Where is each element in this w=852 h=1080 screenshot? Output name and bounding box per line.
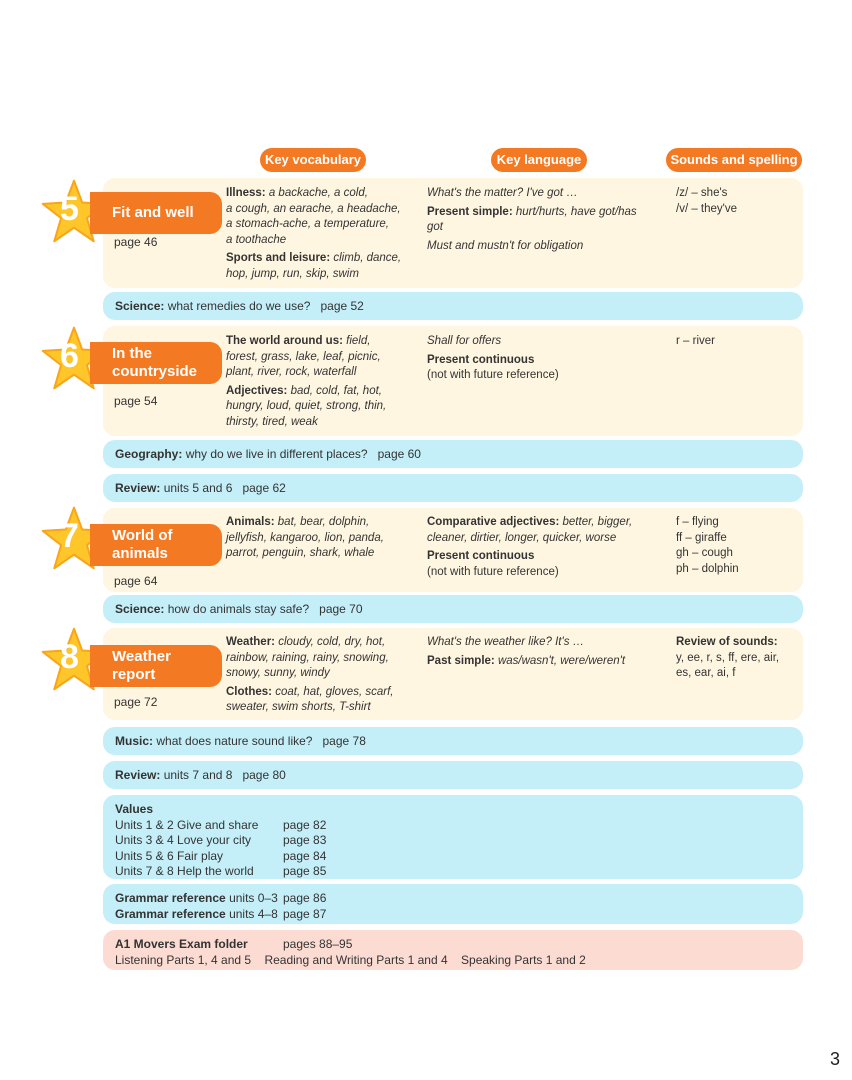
- grammar-label: Grammar reference: [115, 906, 226, 921]
- values-row[interactable]: [115, 849, 791, 865]
- vocab-label: Sports and leisure:: [226, 252, 331, 264]
- vocab-text: a stomach-ache, a temperature,: [226, 218, 389, 230]
- bar-label: Science:: [115, 299, 165, 313]
- unit-8-number: 8: [60, 638, 79, 676]
- language-label: Present continuous: [427, 353, 535, 366]
- unit-7-number: 7: [60, 517, 79, 555]
- unit-5-sounds: [676, 186, 796, 217]
- sounds-label: Review of sounds:: [676, 636, 778, 648]
- language-text: hurt/hurts, have got/has: [515, 205, 637, 218]
- bar-page: page 52: [320, 299, 364, 313]
- unit-8-language: [427, 635, 667, 672]
- exam-title: A1 Movers Exam folder: [115, 937, 248, 951]
- language-text: was/wasn't, were/weren't: [497, 654, 626, 667]
- language-text: What's the weather like? It's …: [427, 636, 585, 648]
- vocab-text: thirsty, tired, weak: [226, 415, 318, 428]
- language-text: Must and mustn't for obligation: [427, 239, 584, 252]
- vocab-text: a toothache: [226, 233, 287, 246]
- unit-5-title: [90, 192, 222, 234]
- bar-page: page 70: [319, 602, 363, 616]
- bar-label: Geography:: [115, 447, 183, 461]
- grammar-units: units 4–8: [229, 906, 278, 921]
- vocab-text: a backache, a cold,: [268, 187, 368, 199]
- review-link-units-5-6[interactable]: [103, 474, 803, 502]
- unit-5-vocabulary: [226, 186, 416, 285]
- sound-item: es, ear, ai, f: [676, 667, 736, 679]
- sound-item: /z/ – she's: [676, 187, 728, 199]
- unit-7-sounds: [676, 515, 796, 577]
- values-units: Units 1 & 2 Give and share: [115, 817, 259, 832]
- language-label: Present continuous: [427, 550, 535, 562]
- unit-5-number: 5: [60, 190, 79, 228]
- vocab-text: rainbow, raining, rainy, snowing,: [226, 651, 389, 664]
- bar-label: Review:: [115, 481, 161, 495]
- sound-item: f – flying: [676, 516, 719, 528]
- bar-text: how do animals stay safe?: [167, 602, 310, 616]
- header-sounds-and-spelling: Sounds and spelling: [666, 148, 802, 172]
- language-text: better, bigger,: [562, 516, 633, 528]
- vocab-label: Clothes:: [226, 685, 272, 698]
- vocab-text: plant, river, rock, waterfall: [226, 366, 357, 378]
- unit-6-title-line-2: countryside: [112, 363, 198, 380]
- sound-item: y, ee, r, s, ff, ere, air,: [676, 651, 780, 664]
- language-label: Comparative adjectives:: [427, 516, 560, 528]
- unit-6-language: [427, 334, 657, 387]
- grammar-row[interactable]: [115, 907, 791, 923]
- vocab-label: The world around us:: [226, 335, 343, 347]
- sound-item: r – river: [676, 335, 715, 347]
- values-page: page 83: [283, 833, 327, 847]
- bar-text: why do we live in different places?: [185, 447, 368, 461]
- language-text: (not with future reference): [427, 565, 559, 578]
- header-key-vocabulary: Key vocabulary: [260, 148, 366, 172]
- unit-6-vocabulary: [226, 334, 421, 433]
- grammar-label: Grammar reference: [115, 891, 226, 905]
- vocab-label: Animals:: [226, 516, 275, 528]
- unit-5-language: [427, 186, 657, 257]
- values-row[interactable]: [115, 864, 791, 880]
- vocab-text: field,: [346, 335, 371, 347]
- unit-8-title-line-1: Weather: [112, 648, 171, 665]
- values-units: Units 3 & 4 Love your city: [115, 833, 252, 847]
- bar-text: units 5 and 6: [163, 481, 233, 495]
- bar-text: what does nature sound like?: [156, 734, 313, 748]
- sound-item: gh – cough: [676, 547, 733, 559]
- music-link-nature[interactable]: [103, 727, 803, 755]
- bar-label: Review:: [115, 768, 161, 782]
- unit-8-sounds: [676, 635, 801, 682]
- vocab-text: hungry, loud, quiet, strong, thin,: [226, 400, 387, 412]
- sound-item: ff – giraffe: [676, 531, 727, 544]
- vocab-text: parrot, penguin, shark, whale: [226, 547, 375, 559]
- bar-label: Science:: [115, 602, 165, 616]
- values-row[interactable]: [115, 818, 791, 834]
- grammar-reference-block: [103, 884, 803, 924]
- vocab-text: a cough, an earache, a headache,: [226, 202, 401, 215]
- review-link-units-7-8[interactable]: [103, 761, 803, 789]
- unit-6-page: page 54: [114, 394, 158, 408]
- vocab-text: forest, grass, lake, leaf, picnic,: [226, 350, 381, 363]
- language-text: Shall for offers: [427, 335, 502, 347]
- unit-7-title: [90, 524, 222, 566]
- values-row[interactable]: [115, 833, 791, 849]
- exam-part: Reading and Writing Parts 1 and 4: [264, 952, 448, 967]
- vocab-text: bat, bear, dolphin,: [277, 516, 370, 528]
- bar-label: Music:: [115, 734, 154, 748]
- values-page: page 82: [283, 817, 327, 832]
- vocab-text: hop, jump, run, skip, swim: [226, 267, 359, 280]
- values-units: Units 5 & 6 Fair play: [115, 848, 224, 863]
- unit-5-page: page 46: [114, 235, 158, 249]
- values-units: Units 7 & 8 Help the world: [115, 864, 254, 878]
- language-text: (not with future reference): [427, 369, 559, 381]
- unit-6-title: [90, 342, 222, 384]
- exam-part: Speaking Parts 1 and 2: [461, 952, 586, 967]
- vocab-text: jellyfish, kangaroo, lion, panda,: [226, 531, 384, 544]
- language-text: got: [427, 221, 443, 233]
- vocab-text: sweater, swim shorts, T-shirt: [226, 701, 371, 713]
- vocab-label: Weather:: [226, 636, 275, 648]
- vocab-text: climb, dance,: [333, 252, 402, 264]
- language-label: Past simple:: [427, 654, 495, 667]
- unit-7-page: page 64: [114, 574, 158, 588]
- unit-7-language: [427, 515, 667, 583]
- science-link-animals[interactable]: [103, 595, 803, 623]
- bar-page: page 80: [242, 768, 286, 782]
- unit-8-title-line-2: report: [112, 666, 156, 683]
- vocab-text: snowy, sunny, windy: [226, 667, 330, 679]
- unit-7-vocabulary: [226, 515, 421, 565]
- exam-part: Listening Parts 1, 4 and 5: [115, 952, 252, 967]
- bar-text: units 7 and 8: [163, 768, 233, 782]
- language-text: What's the matter? I've got …: [427, 187, 578, 199]
- vocab-text: bad, cold, fat, hot,: [290, 384, 382, 397]
- unit-8-vocabulary: [226, 635, 421, 719]
- vocab-label: Adjectives:: [226, 384, 288, 397]
- bar-page: page 78: [322, 734, 366, 748]
- unit-6-title-line-1: In the: [112, 345, 152, 362]
- language-label: Present simple:: [427, 205, 513, 218]
- sound-item: ph – dolphin: [676, 562, 739, 575]
- geography-link-places[interactable]: [103, 440, 803, 468]
- values-page: page 84: [283, 848, 327, 863]
- grammar-page: page 87: [283, 906, 327, 921]
- vocab-label: Illness:: [226, 187, 266, 199]
- vocab-text: coat, hat, gloves, scarf,: [275, 685, 394, 698]
- bar-page: page 62: [242, 481, 286, 495]
- unit-7-title-line-1: World of: [112, 527, 173, 544]
- bar-text: what remedies do we use?: [167, 299, 311, 313]
- bar-page: page 60: [377, 447, 421, 461]
- grammar-units: units 0–3: [229, 891, 278, 905]
- unit-6-sounds: [676, 334, 796, 350]
- unit-7-title-line-2: animals: [112, 545, 168, 562]
- unit-5-title-line-1: Fit and well: [112, 204, 194, 221]
- exam-pages: pages 88–95: [283, 937, 353, 951]
- header-key-language: Key language: [491, 148, 587, 172]
- values-block: [103, 795, 803, 879]
- grammar-page: page 86: [283, 891, 327, 905]
- science-link-remedies[interactable]: [103, 292, 803, 320]
- page-number: 3: [829, 1049, 840, 1069]
- language-text: cleaner, dirtier, longer, quicker, worse: [427, 531, 617, 544]
- vocab-text: cloudy, cold, dry, hot,: [278, 636, 386, 648]
- exam-folder-block[interactable]: [103, 930, 803, 970]
- unit-6-number: 6: [60, 337, 79, 375]
- unit-8-title: [90, 645, 222, 687]
- values-page: page 85: [283, 864, 327, 878]
- grammar-row[interactable]: [115, 891, 791, 907]
- values-title: Values: [115, 802, 154, 816]
- unit-8-page: page 72: [114, 695, 158, 709]
- sound-item: /v/ – they've: [676, 202, 738, 215]
